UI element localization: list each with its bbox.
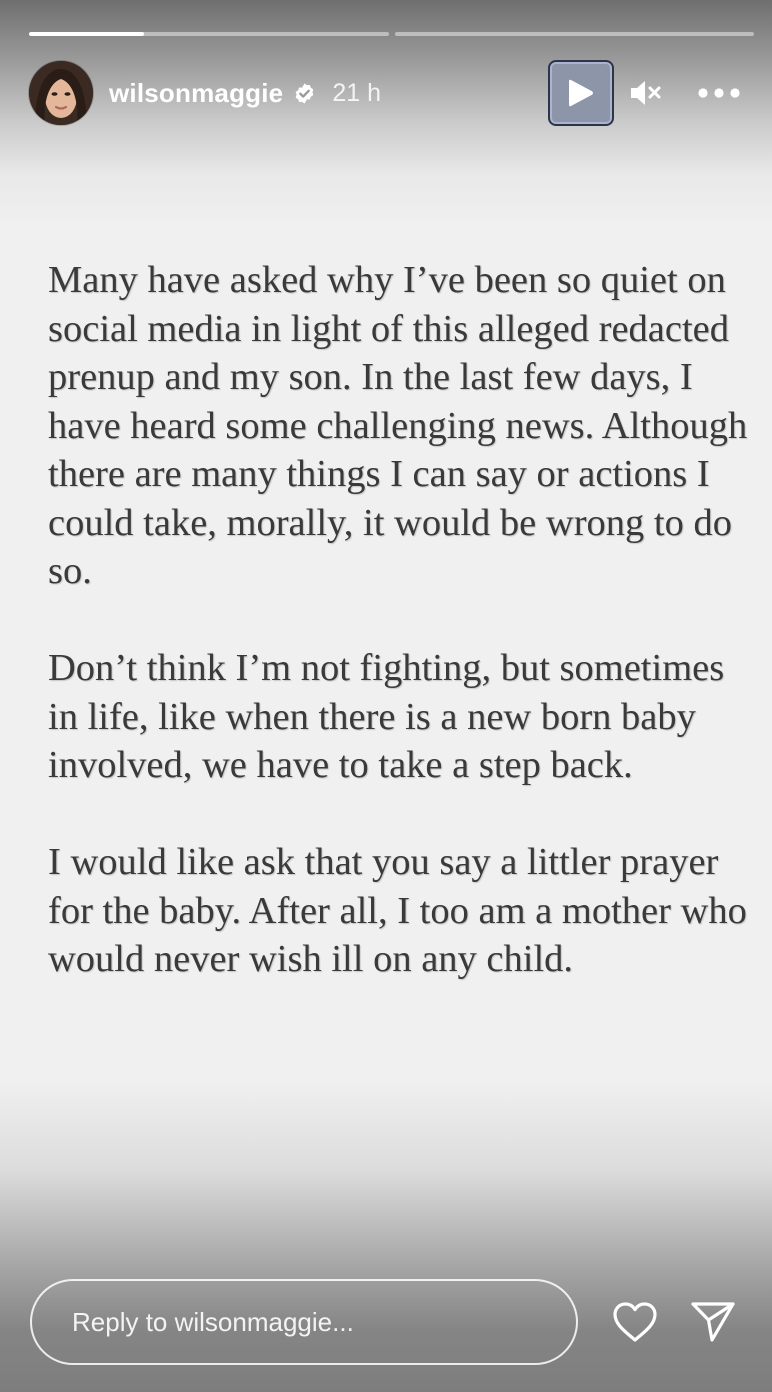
more-options-button[interactable]	[696, 73, 742, 113]
reply-bar	[30, 1278, 742, 1366]
play-button[interactable]	[548, 60, 614, 126]
send-button[interactable]	[688, 1297, 738, 1347]
more-horizontal-icon	[698, 88, 740, 98]
avatar-portrait-icon	[29, 61, 93, 125]
mute-button[interactable]	[626, 73, 666, 113]
story-timestamp: 21 h	[332, 78, 381, 107]
like-button[interactable]	[610, 1297, 660, 1347]
avatar[interactable]	[29, 61, 93, 125]
send-icon	[690, 1300, 736, 1344]
story-paragraph-3: I would like ask that you say a littler prayer for the baby. After all, I too am a mother who would never wish ill on any child.	[48, 841, 747, 980]
reply-input[interactable]	[30, 1279, 578, 1365]
play-icon	[566, 77, 596, 109]
story-paragraph-1: Many have asked why I’ve been so quiet on social media in light of this alleged redacted prenup and my son. In the last few days, I have heard some challenging news. Although there are many things I can say or actions I could take, morally, it would be wrong to do so.	[48, 259, 748, 592]
heart-icon	[612, 1301, 658, 1343]
story-paragraph-2: Don’t think I’m not fighting, but sometimes in life, like when there is a new born baby involved, we have to take a step back.	[48, 647, 725, 786]
volume-muted-icon	[629, 78, 663, 108]
progress-segment-2	[395, 32, 755, 36]
progress-segment-1-fill	[29, 32, 144, 36]
progress-segment-1	[29, 32, 389, 36]
verified-badge-icon	[293, 82, 316, 105]
story-username[interactable]: wilsonmaggie	[109, 77, 284, 108]
story-progress-bar	[29, 32, 754, 36]
story-header	[29, 60, 742, 126]
story-text-content	[48, 256, 752, 1032]
